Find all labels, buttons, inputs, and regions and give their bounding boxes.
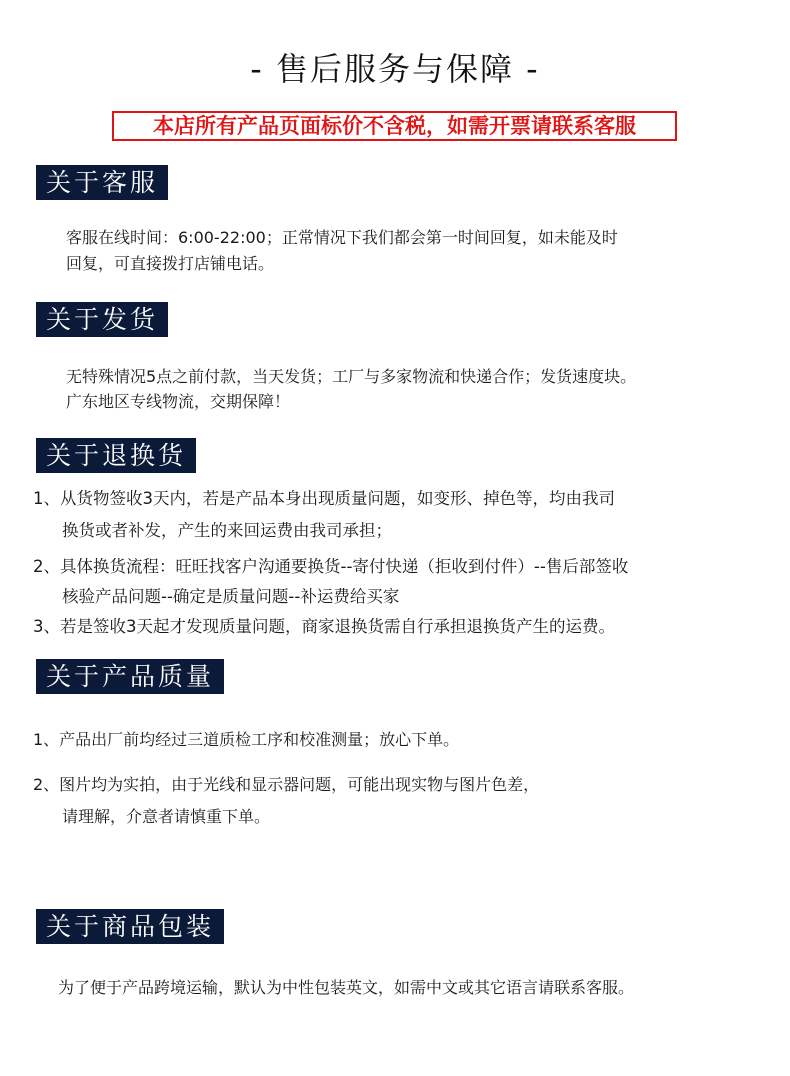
packaging-line-1: 为了便于产品跨境运输，默认为中性包装英文，如需中文或其它语言请联系客服。	[58, 978, 635, 997]
customer-service-line-1: 客服在线时间：6:00-22:00；正常情况下我们都会第一时间回复，如未能及时	[66, 228, 618, 247]
page-title: - 售后服务与保障 -	[250, 50, 540, 88]
shipping-line-1: 无特殊情况5点之前付款，当天发货；工厂与多家物流和快递合作；发货速度块。	[66, 367, 637, 386]
returns-line-3: 2、具体换货流程：旺旺找客户沟通要换货--寄付快递（拒收到付件）--售后部签收	[33, 557, 629, 576]
section-header-shipping: 关于发货	[36, 302, 168, 337]
returns-line-1: 1、从货物签收3天内，若是产品本身出现质量问题，如变形、掉色等，均由我司	[33, 489, 615, 508]
quality-line-1: 1、产品出厂前均经过三道质检工序和校准测量；放心下单。	[33, 730, 460, 749]
returns-line-2: 换货或者补发，产生的来回运费由我司承担；	[62, 521, 392, 540]
section-header-customer-service: 关于客服	[36, 165, 168, 200]
section-header-returns: 关于退换货	[36, 438, 196, 473]
shipping-line-2: 广东地区专线物流，交期保障！	[66, 392, 291, 411]
returns-line-5: 3、若是签收3天起才发现质量问题，商家退换货需自行承担退换货产生的运费。	[33, 617, 615, 636]
tax-notice: 本店所有产品页面标价不含税，如需开票请联系客服	[112, 111, 677, 141]
quality-line-2: 2、图片均为实拍，由于光线和显示器问题，可能出现实物与图片色差，	[33, 775, 540, 794]
customer-service-line-2: 回复，可直接拨打店铺电话。	[66, 254, 275, 273]
section-header-quality: 关于产品质量	[36, 659, 224, 694]
returns-line-4: 核验产品问题--确定是质量问题--补运费给买家	[62, 587, 400, 606]
quality-line-3: 请理解，介意者请慎重下单。	[62, 807, 271, 826]
section-header-packaging: 关于商品包装	[36, 909, 224, 944]
